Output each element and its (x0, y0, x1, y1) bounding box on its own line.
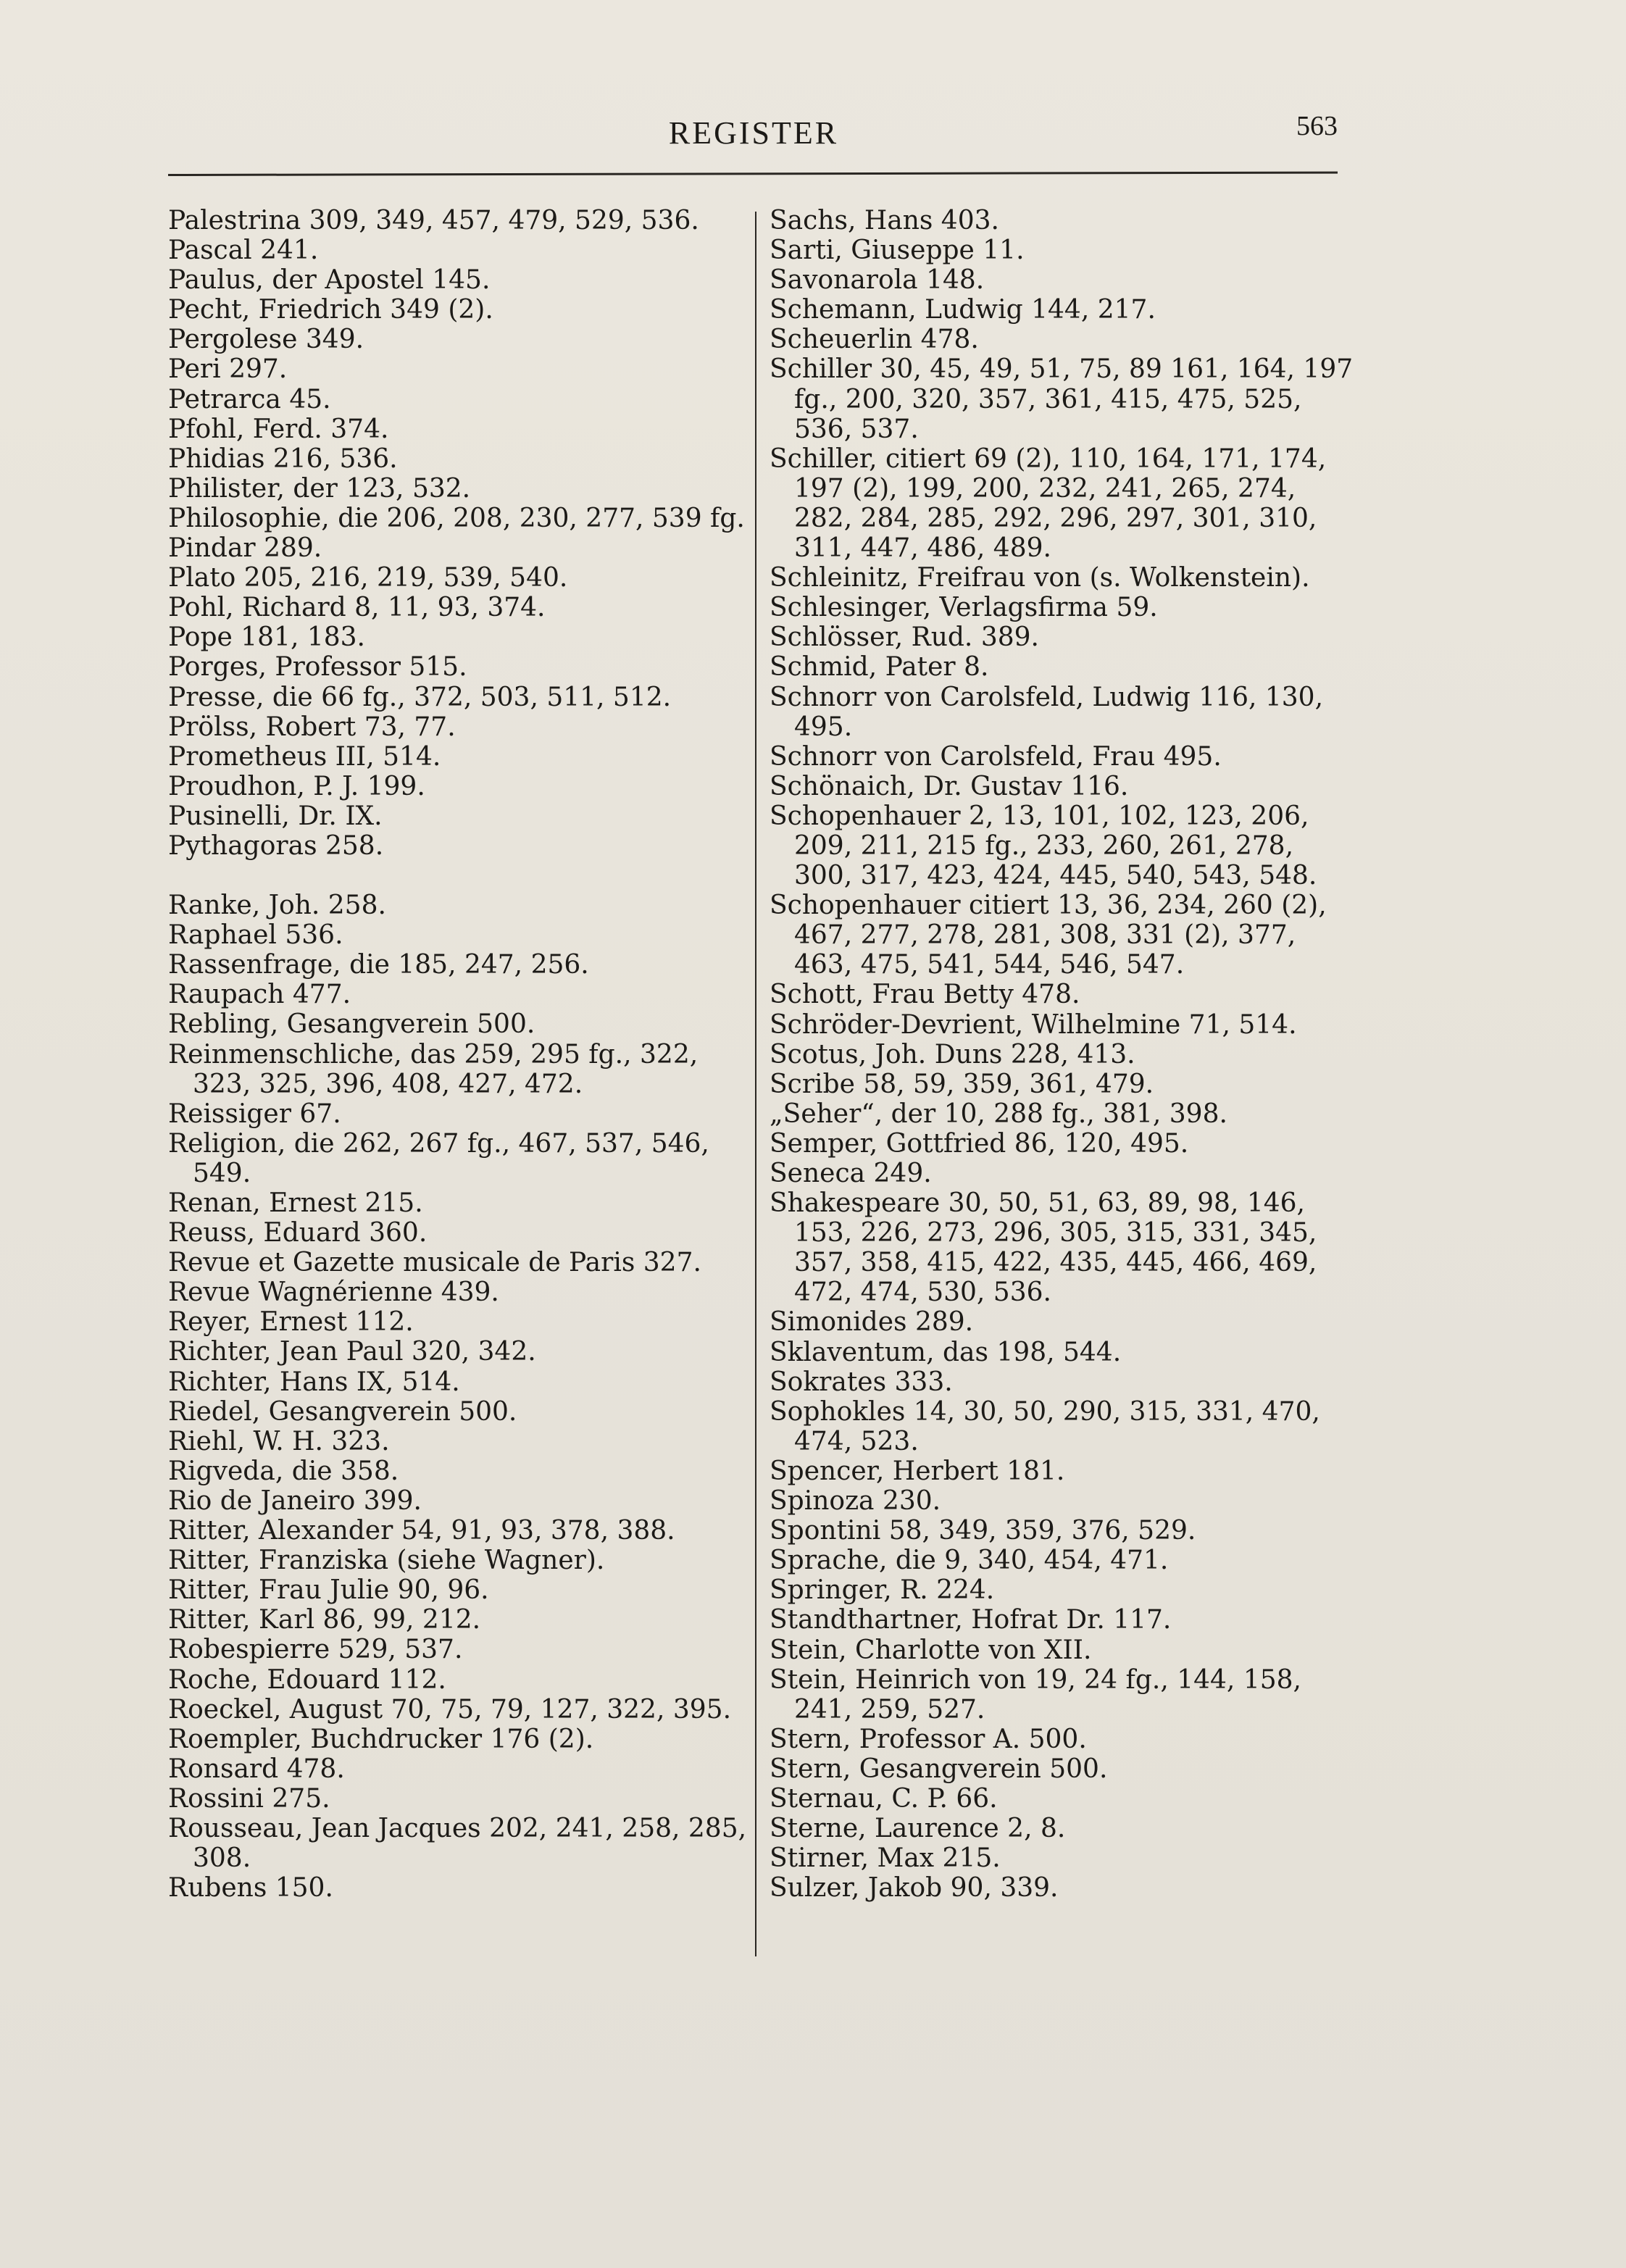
header-rule (168, 172, 1338, 176)
index-entry: Rigveda, die 358. (168, 1456, 399, 1486)
index-entry: Roche, Edouard 112. (168, 1664, 446, 1695)
index-entry: Proudhon, P. J. 199. (168, 771, 425, 801)
index-column-right (770, 206, 1358, 1903)
index-entry: Pythagoras 258. (168, 830, 384, 861)
index-entry: Schleinitz, Freifrau von (s. Wolkenstein). (770, 563, 1310, 593)
index-entry: Simonides 289. (770, 1307, 974, 1338)
index-entry: Porges, Professor 515. (168, 652, 467, 683)
index-entry: Schröder-Devrient, Wilhelmine 71, 514. (770, 1009, 1297, 1040)
index-entry: Scribe 58, 59, 359, 361, 479. (770, 1069, 1154, 1099)
index-entry: Pope 181, 183. (168, 622, 365, 653)
index-entry: Rassenfrage, die 185, 247, 256. (168, 950, 589, 980)
index-entry: Sterne, Laurence 2, 8. (770, 1814, 1066, 1844)
index-entry: Sokrates 333. (770, 1367, 953, 1397)
index-entry: Schiller, citiert 69 (2), 110, 164, 171, 174, 197 (2), 199, 200, 232, 241, 265, 274, 282, 284, 285, 292, 296, 297, 301, 310, 311, 447, 486, 489. (770, 443, 1327, 564)
index-entry: Shakespeare 30, 50, 51, 63, 89, 98, 146, 153, 226, 273, 296, 305, 315, 331, 345, 357, 358, 415, 422, 435, 445, 466, 469, 472, 474, 530, 536. (770, 1188, 1317, 1308)
index-entry: Schlösser, Rud. 389. (770, 622, 1039, 653)
index-entry: Reinmenschliche, das 259, 295 fg., 322, 323, 325, 396, 408, 427, 472. (168, 1039, 699, 1099)
index-entry: Ritter, Alexander 54, 91, 93, 378, 388. (168, 1516, 675, 1546)
index-entry: Robespierre 529, 537. (168, 1635, 463, 1665)
index-entry: Pecht, Friedrich 349 (2). (168, 295, 493, 325)
index-entry: Rousseau, Jean Jacques 202, 241, 258, 285, 308. (168, 1813, 747, 1874)
index-entry: Palestrina 309, 349, 457, 479, 529, 536. (168, 206, 699, 235)
index-entry: Religion, die 262, 267 fg., 467, 537, 546, 549. (168, 1128, 709, 1188)
index-entry: Philister, der 123, 532. (168, 473, 471, 504)
index-entry: Riedel, Gesangverein 500. (168, 1396, 517, 1427)
index-entry: Ronsard 478. (168, 1754, 345, 1784)
index-entry: Stern, Gesangverein 500. (770, 1754, 1108, 1784)
page-title: REGISTER (668, 115, 839, 151)
index-entry: Spontini 58, 349, 359, 376, 529. (770, 1516, 1196, 1546)
index-entry: Schönaich, Dr. Gustav 116. (770, 771, 1129, 801)
index-entry: Schemann, Ludwig 144, 217. (770, 295, 1156, 325)
index-entry: Rio de Janeiro 399. (168, 1485, 422, 1516)
index-entry: Schott, Frau Betty 478. (770, 980, 1080, 1010)
index-entry: Roeckel, August 70, 75, 79, 127, 322, 395. (168, 1694, 732, 1725)
index-entry: Seneca 249. (770, 1159, 932, 1188)
page-header (170, 109, 1338, 159)
index-entry: Rossini 275. (168, 1783, 330, 1814)
index-entry: Semper, Gottfried 86, 120, 495. (770, 1128, 1189, 1159)
index-entry: Reissiger 67. (168, 1098, 341, 1129)
index-entry: Ritter, Karl 86, 99, 212. (168, 1605, 481, 1635)
index-entry: Plato 205, 216, 219, 539, 540. (168, 563, 568, 593)
index-entry: Phidias 216, 536. (168, 443, 398, 474)
index-entry: Revue Wagnérienne 439. (168, 1277, 499, 1308)
index-entry: Peri 297. (168, 354, 288, 385)
index-entry: Raphael 536. (168, 920, 343, 951)
index-entry: Roempler, Buchdrucker 176 (2). (168, 1724, 594, 1754)
index-entry: Sternau, C. P. 66. (770, 1783, 998, 1814)
index-entry: Ritter, Frau Julie 90, 96. (168, 1575, 489, 1606)
index-entry: Savonarola 148. (770, 265, 985, 296)
column-divider (755, 212, 756, 1956)
index-entry: Sophokles 14, 30, 50, 290, 315, 331, 470, 474, 523. (770, 1396, 1320, 1456)
index-entry: Riehl, W. H. 323. (168, 1426, 390, 1456)
index-entry: Stein, Charlotte von XII. (770, 1635, 1092, 1665)
index-entry: Philosophie, die 206, 208, 230, 277, 539 fg. (168, 503, 745, 533)
index-entry: Pascal 241. (168, 235, 319, 266)
index-entry: Sklaventum, das 198, 544. (770, 1337, 1122, 1367)
index-entry: Richter, Hans IX, 514. (168, 1367, 460, 1397)
index-entry: Prölss, Robert 73, 77. (168, 712, 456, 742)
index-entry: Renan, Ernest 215. (168, 1188, 423, 1218)
index-entry: Pusinelli, Dr. IX. (168, 801, 383, 831)
index-entry: Sprache, die 9, 340, 454, 471. (770, 1546, 1169, 1576)
index-entry: Raupach 477. (168, 980, 351, 1010)
index-entry: Rebling, Gesangverein 500. (168, 1009, 535, 1040)
index-entry: Pfohl, Ferd. 374. (168, 414, 389, 444)
section-gap (168, 861, 755, 891)
index-entry: Scotus, Joh. Duns 228, 413. (770, 1039, 1135, 1070)
index-entry: Pindar 289. (168, 533, 322, 564)
index-entry: Pergolese 349. (168, 325, 364, 355)
index-entry: Schnorr von Carolsfeld, Ludwig 116, 130, 495. (770, 682, 1324, 742)
index-entry: Standthartner, Hofrat Dr. 117. (770, 1605, 1172, 1635)
index-entry: Spencer, Herbert 181. (770, 1456, 1065, 1486)
index-entry: Pohl, Richard 8, 11, 93, 374. (168, 593, 546, 623)
index-entry: Revue et Gazette musicale de Paris 327. (168, 1248, 701, 1278)
index-entry: Schopenhauer 2, 13, 101, 102, 123, 206, 209, 211, 215 fg., 233, 260, 261, 278, 300, 317, 423, 424, 445, 540, 543, 548. (770, 801, 1317, 891)
index-entry: Stein, Heinrich von 19, 24 fg., 144, 158, 241, 259, 527. (770, 1664, 1301, 1725)
index-entry: Ritter, Franziska (siehe Wagner). (168, 1546, 605, 1576)
index-entry: Reuss, Eduard 360. (168, 1218, 428, 1248)
index-entry: Sulzer, Jakob 90, 339. (770, 1873, 1059, 1904)
index-entry: Richter, Jean Paul 320, 342. (168, 1337, 536, 1367)
index-entry: Schopenhauer citiert 13, 36, 234, 260 (2), 467, 277, 278, 281, 308, 331 (2), 377, 463, 475, 541, 544, 546, 547. (770, 891, 1327, 980)
index-entry: Sarti, Giuseppe 11. (770, 235, 1025, 266)
index-entry: Paulus, der Apostel 145. (168, 265, 491, 296)
index-entry: Petrarca 45. (168, 384, 331, 414)
index-entry: Spinoza 230. (770, 1486, 941, 1517)
index-entry: Schiller 30, 45, 49, 51, 75, 89 161, 164, 197 fg., 200, 320, 357, 361, 415, 475, 525, 536, 537. (770, 354, 1354, 444)
index-entry: Sachs, Hans 403. (770, 206, 999, 235)
index-entry: Stirner, Max 215. (770, 1843, 1001, 1874)
index-entry: Scheuerlin 478. (770, 325, 979, 355)
index-entry: Schmid, Pater 8. (770, 652, 989, 683)
index-entry: Schnorr von Carolsfeld, Frau 495. (770, 741, 1222, 772)
page-number: 563 (1296, 111, 1338, 141)
index-entry: Reyer, Ernest 112. (168, 1307, 414, 1338)
index-entry: Ranke, Joh. 258. (168, 891, 386, 921)
index-entry: „Seher“, der 10, 288 fg., 381, 398. (770, 1098, 1227, 1129)
index-entry: Rubens 150. (168, 1873, 333, 1904)
index-entry: Presse, die 66 fg., 372, 503, 511, 512. (168, 682, 672, 712)
index-entry: Springer, R. 224. (770, 1575, 995, 1606)
index-entry: Schlesinger, Verlagsfirma 59. (770, 593, 1158, 623)
index-column-left (168, 206, 755, 1903)
index-entry: Prometheus III, 514. (168, 741, 441, 772)
index-entry: Stern, Professor A. 500. (770, 1724, 1087, 1754)
